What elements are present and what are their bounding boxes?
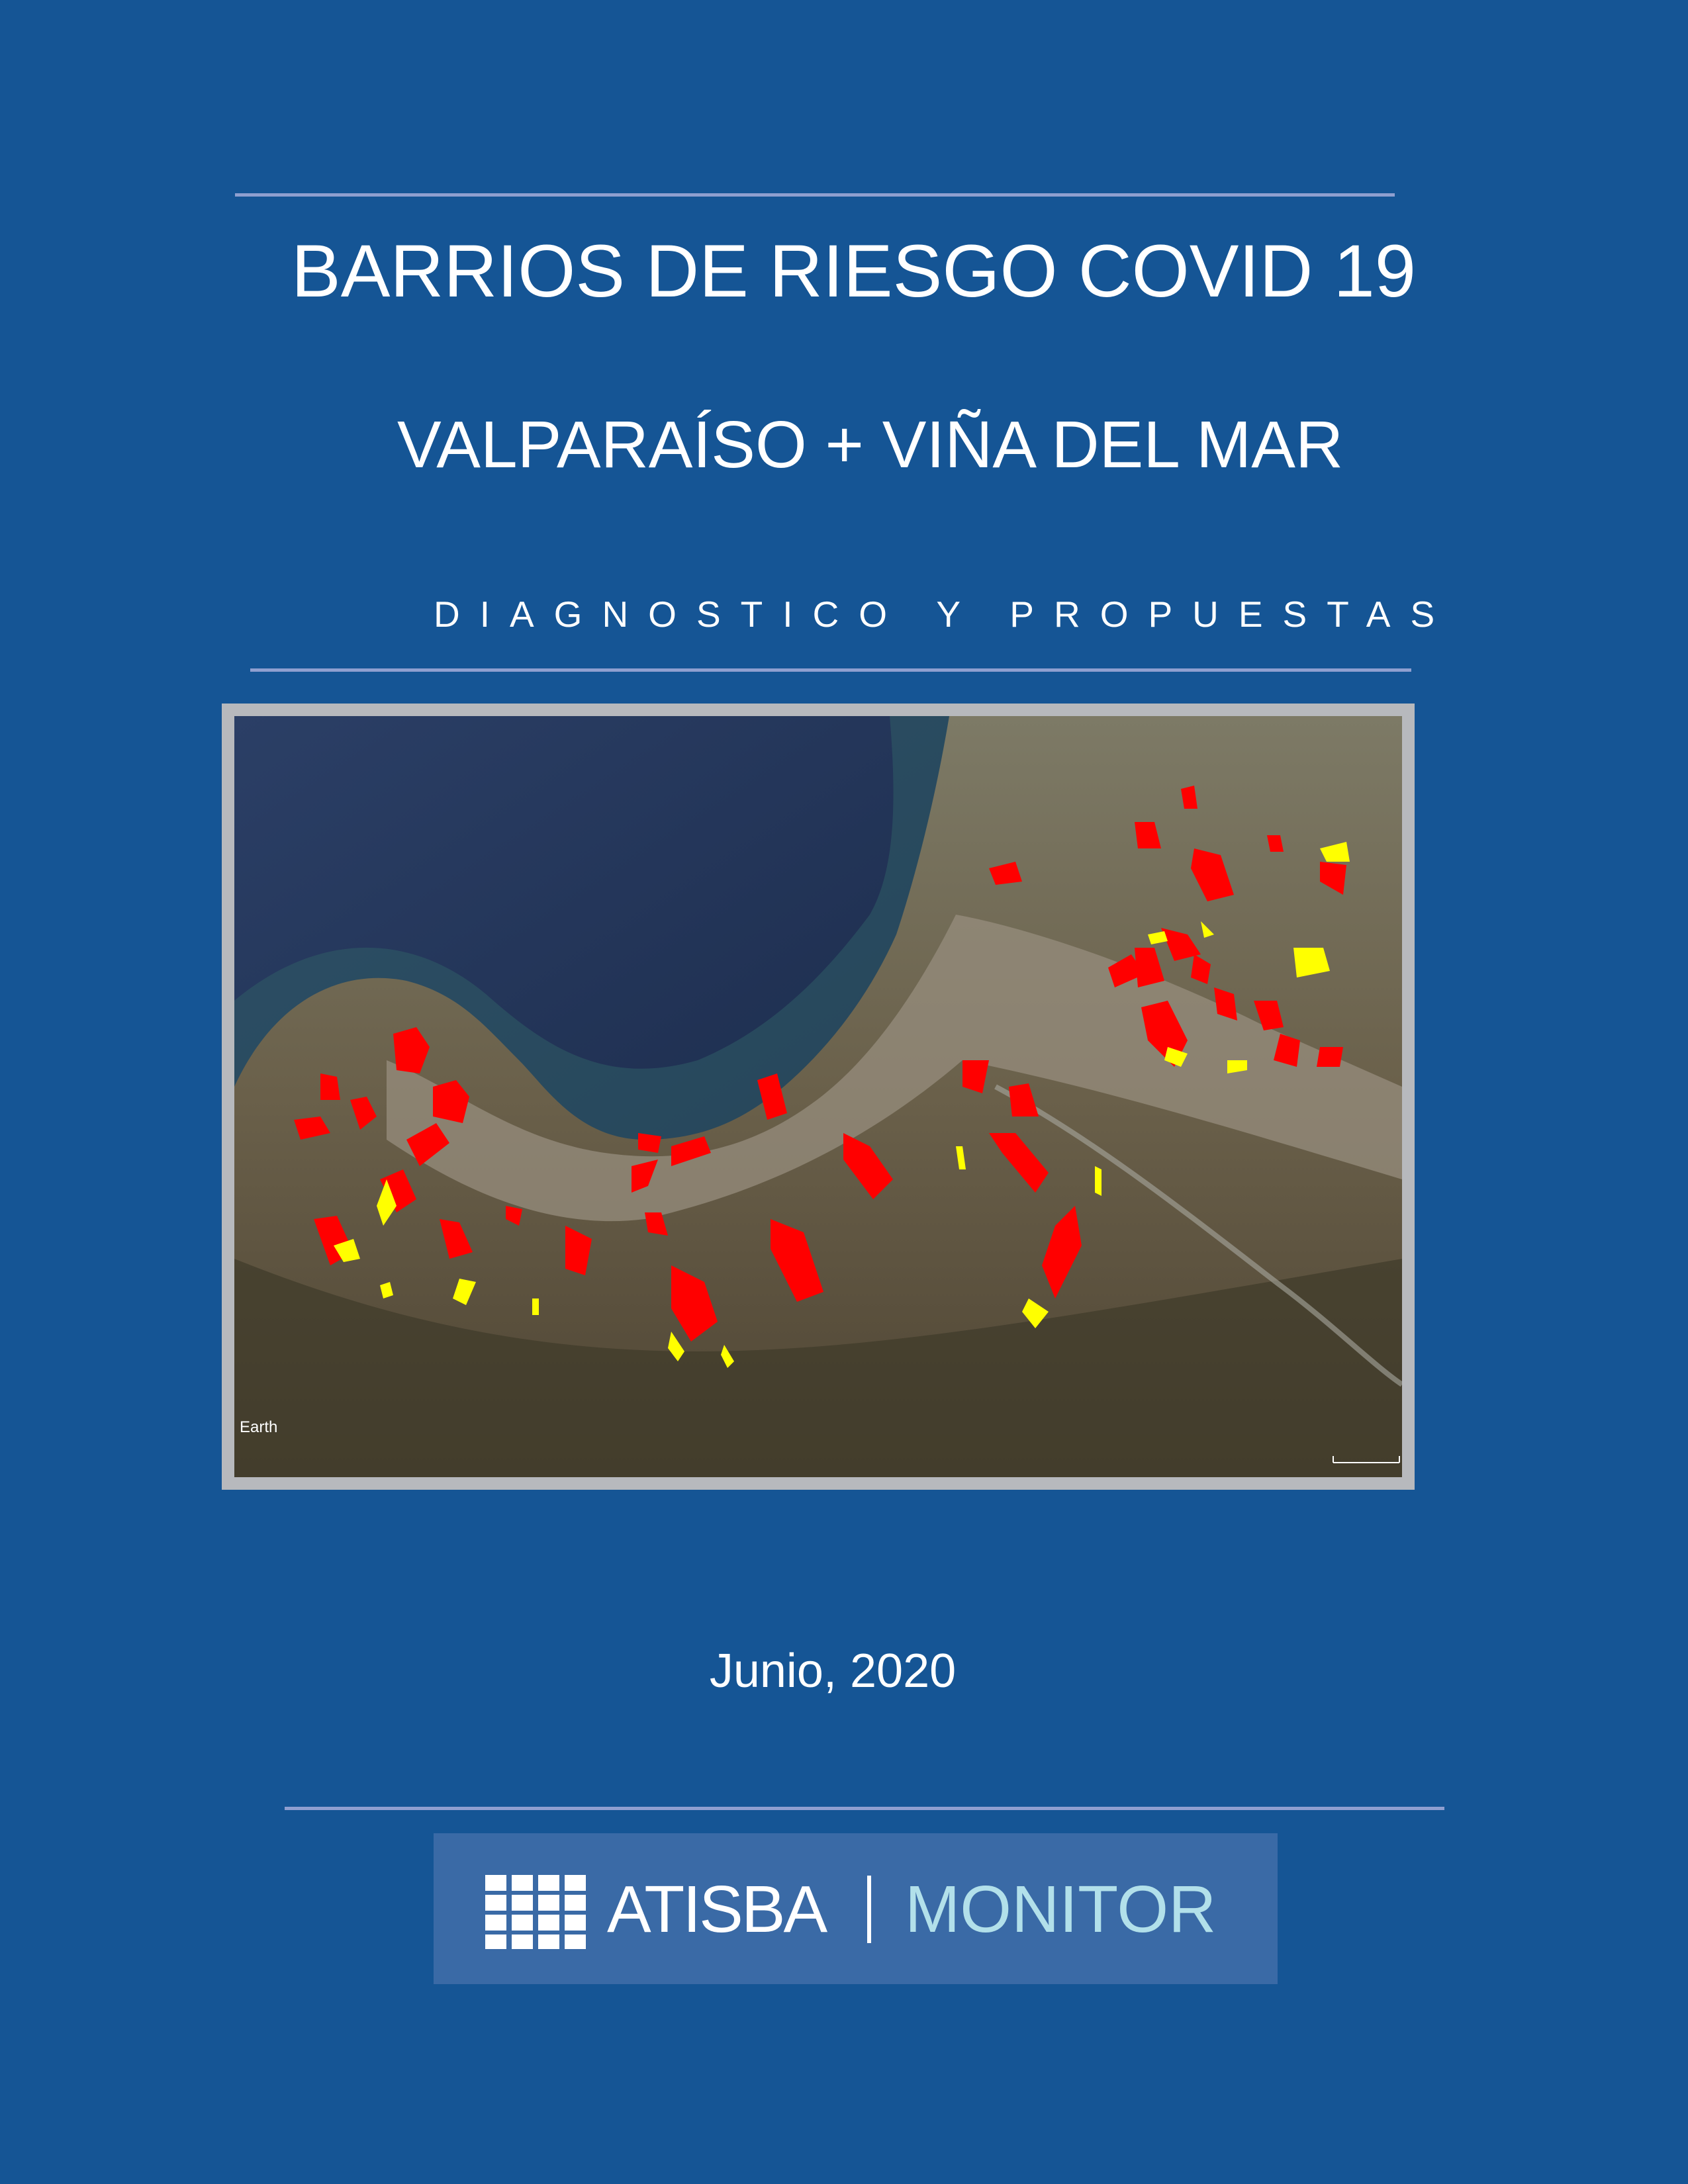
grid-logo-icon	[485, 1875, 586, 1949]
section-kicker: DIAGNOSTICO Y PROPUESTAS	[434, 594, 1455, 635]
logo-product: MONITOR	[905, 1872, 1217, 1946]
top-rule	[235, 193, 1395, 197]
atisba-monitor-logo	[434, 1833, 1278, 1984]
page-subtitle: VALPARAÍSO + VIÑA DEL MAR	[397, 408, 1344, 482]
publication-date: Junio, 2020	[709, 1645, 957, 1698]
middle-rule	[250, 668, 1411, 672]
logo-brand: ATISBA	[607, 1872, 826, 1946]
logo-separator	[867, 1876, 871, 1943]
satellite-risk-map	[234, 716, 1402, 1477]
map-watermark: Earth	[240, 1418, 278, 1436]
map-frame	[222, 704, 1415, 1490]
bottom-rule	[285, 1807, 1444, 1810]
page-title: BARRIOS DE RIESGO COVID 19	[291, 230, 1417, 312]
